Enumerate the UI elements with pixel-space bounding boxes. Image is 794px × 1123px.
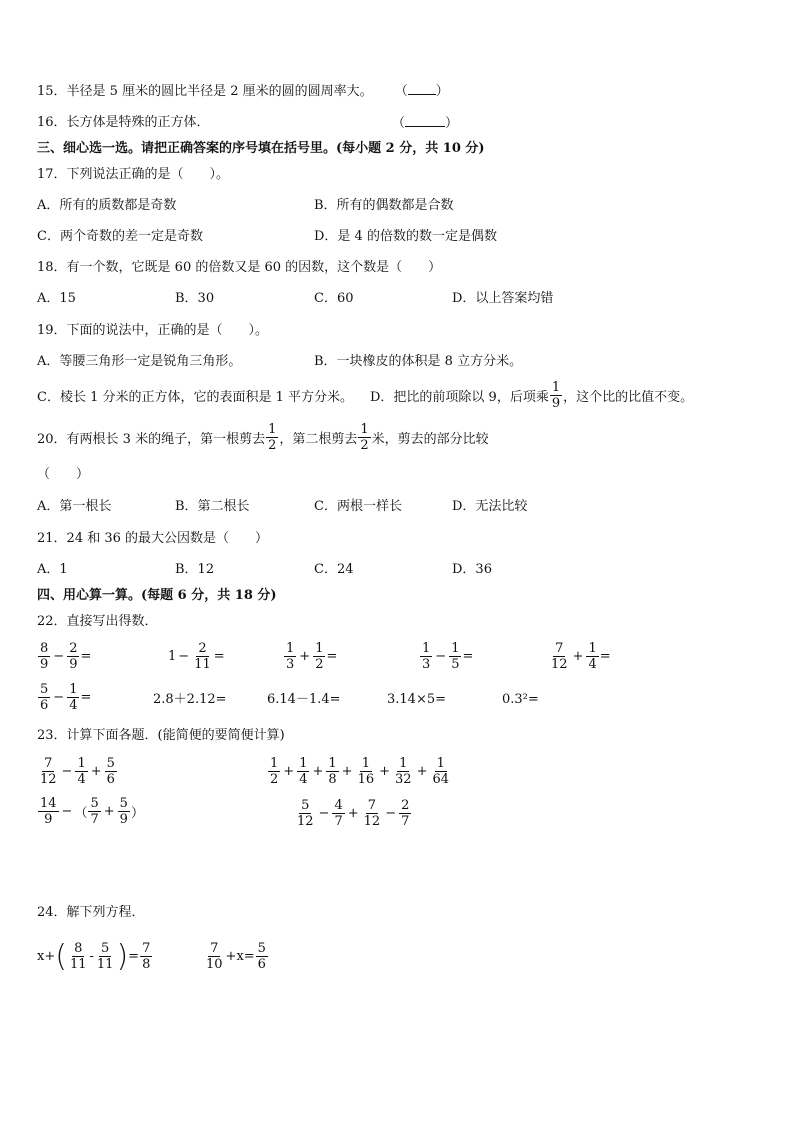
option-b[interactable]: B．12 — [175, 562, 215, 577]
fraction: $\frac{1}{9}$ — [551, 380, 561, 411]
question-16-text: 16．长方体是特殊的正方体． — [37, 115, 210, 130]
fraction: $\frac{1}{2}$ — [360, 422, 369, 453]
question-15 — [37, 82, 449, 101]
calc-item: 2.8＋2.12= — [153, 692, 227, 707]
option-a[interactable]: A．15 — [37, 291, 76, 306]
fraction: $\frac{1}{2}$ — [268, 422, 277, 453]
section-3-heading: 三、细心选一选。请把正确答案的序号填在括号里。(每小题 2 分，共 10 分) — [37, 141, 485, 156]
question-17-stem: 17．下列说法正确的是（ ）。 — [37, 167, 230, 182]
answer-blank[interactable] — [408, 82, 436, 95]
calc-item: $\frac{1}{3}$ + $\frac{1}{2}$ = — [286, 641, 338, 672]
answer-blank[interactable] — [405, 114, 445, 127]
section-4-heading: 四、用心算一算。(每题 6 分，共 18 分) — [37, 588, 277, 603]
calc-item: 1 − $\frac{2}{11}$ = — [168, 641, 225, 672]
option-d[interactable]: D．以上答案均错 — [452, 291, 554, 306]
option-b[interactable]: B．第二根长 — [175, 499, 250, 514]
option-d[interactable] — [370, 380, 693, 411]
option-a[interactable]: A．等腰三角形一定是锐角三角形。 — [37, 354, 242, 369]
calc-item: 6.14－1.4= — [267, 692, 341, 707]
answer-paren-close: ） — [435, 84, 449, 99]
option-c[interactable]: C．棱长 1 分米的正方体，它的表面积是 1 平方分米。 — [37, 390, 354, 405]
equation: $\frac{7}{10}$ +x= $\frac{5}{6}$ — [206, 941, 266, 972]
answer-paren-close: ） — [445, 116, 459, 131]
option-b[interactable]: B．一块橡皮的体积是 8 立方分米。 — [314, 354, 523, 369]
calc-item: $\frac{7}{12}$ + $\frac{1}{4}$ = — [551, 641, 611, 672]
option-d[interactable]: D．无法比较 — [452, 499, 528, 514]
option-d-text: D．把比的前项除以 9，后项乘 — [370, 390, 549, 405]
option-c[interactable]: C．两根一样长 — [314, 499, 402, 514]
question-19-stem: 19．下面的说法中，正确的是（ ）。 — [37, 323, 269, 338]
option-b[interactable]: B．30 — [175, 291, 215, 306]
calc-item: $\frac{5}{12}$ − $\frac{4}{7}$ + $\frac{7}{12}$ − $\frac{2}{7}$ — [297, 798, 410, 829]
question-24-stem: 24．解下列方程． — [37, 905, 145, 920]
question-18-stem: 18．有一个数，它既是 60 的倍数又是 60 的因数，这个数是（ ） — [37, 260, 442, 275]
option-d[interactable]: D．36 — [452, 562, 492, 577]
answer-paren-open: （ — [394, 84, 408, 99]
calc-item: $\frac{1}{2}$ + $\frac{1}{4}$ + $\frac{1}{8}$ + $\frac{1}{16}$ + $\frac{1}{32}$ + $\frac{1}{64}$ — [270, 756, 450, 787]
calc-item: $\frac{7}{12}$ − $\frac{1}{4}$ + $\frac{5}{6}$ — [40, 756, 115, 787]
question-23-stem: 23．计算下面各题．(能简便的要简便计算) — [37, 728, 285, 743]
question-20-stem: 20．有两根长 3 米的绳子，第一根剪去 $\frac{1}{2}$ ，第二根剪去 $\frac{1}{2}$ 米，剪去的部分比较 — [37, 422, 489, 453]
calc-item: 0.3²= — [502, 692, 539, 707]
calc-item: $\frac{1}{3}$ − $\frac{1}{5}$ = — [422, 641, 474, 672]
question-16 — [37, 114, 210, 132]
calc-item: $\frac{8}{9}$ − $\frac{2}{9}$ = — [40, 641, 92, 672]
question-21-stem: 21．24 和 36 的最大公因数是（ ） — [37, 531, 269, 546]
option-c[interactable]: C．24 — [314, 562, 354, 577]
option-a[interactable]: A．所有的质数都是奇数 — [37, 198, 177, 213]
calc-item: 3.14×5= — [387, 692, 447, 707]
question-15-text: 15．半径是 5 厘米的圆比半径是 2 厘米的圆的圆周率大。 — [37, 84, 373, 99]
option-b[interactable]: B．所有的偶数都是合数 — [314, 198, 454, 213]
option-a[interactable]: A．1 — [37, 562, 68, 577]
equation: x+ ( $\frac{8}{11}$ - $\frac{5}{11}$ ) = $\frac{7}{8}$ — [37, 938, 151, 974]
option-c[interactable]: C．60 — [314, 291, 354, 306]
option-c[interactable]: C．两个奇数的差一定是奇数 — [37, 229, 203, 244]
question-22-stem: 22．直接写出得数． — [37, 614, 158, 629]
calc-item: $\frac{14}{9}$ − （ $\frac{5}{7}$ + $\frac{5}{9}$ ） — [40, 796, 144, 827]
answer-paren[interactable]: （ ） — [37, 467, 90, 482]
calc-item: $\frac{5}{6}$ − $\frac{1}{4}$ = — [40, 682, 92, 713]
option-a[interactable]: A．第一根长 — [37, 499, 112, 514]
option-d-text-end: ，这个比的比值不变。 — [563, 390, 694, 405]
answer-paren-open: （ — [392, 116, 406, 131]
question-16-answer — [392, 114, 458, 133]
option-d[interactable]: D．是 4 的倍数的数一定是偶数 — [314, 229, 497, 244]
